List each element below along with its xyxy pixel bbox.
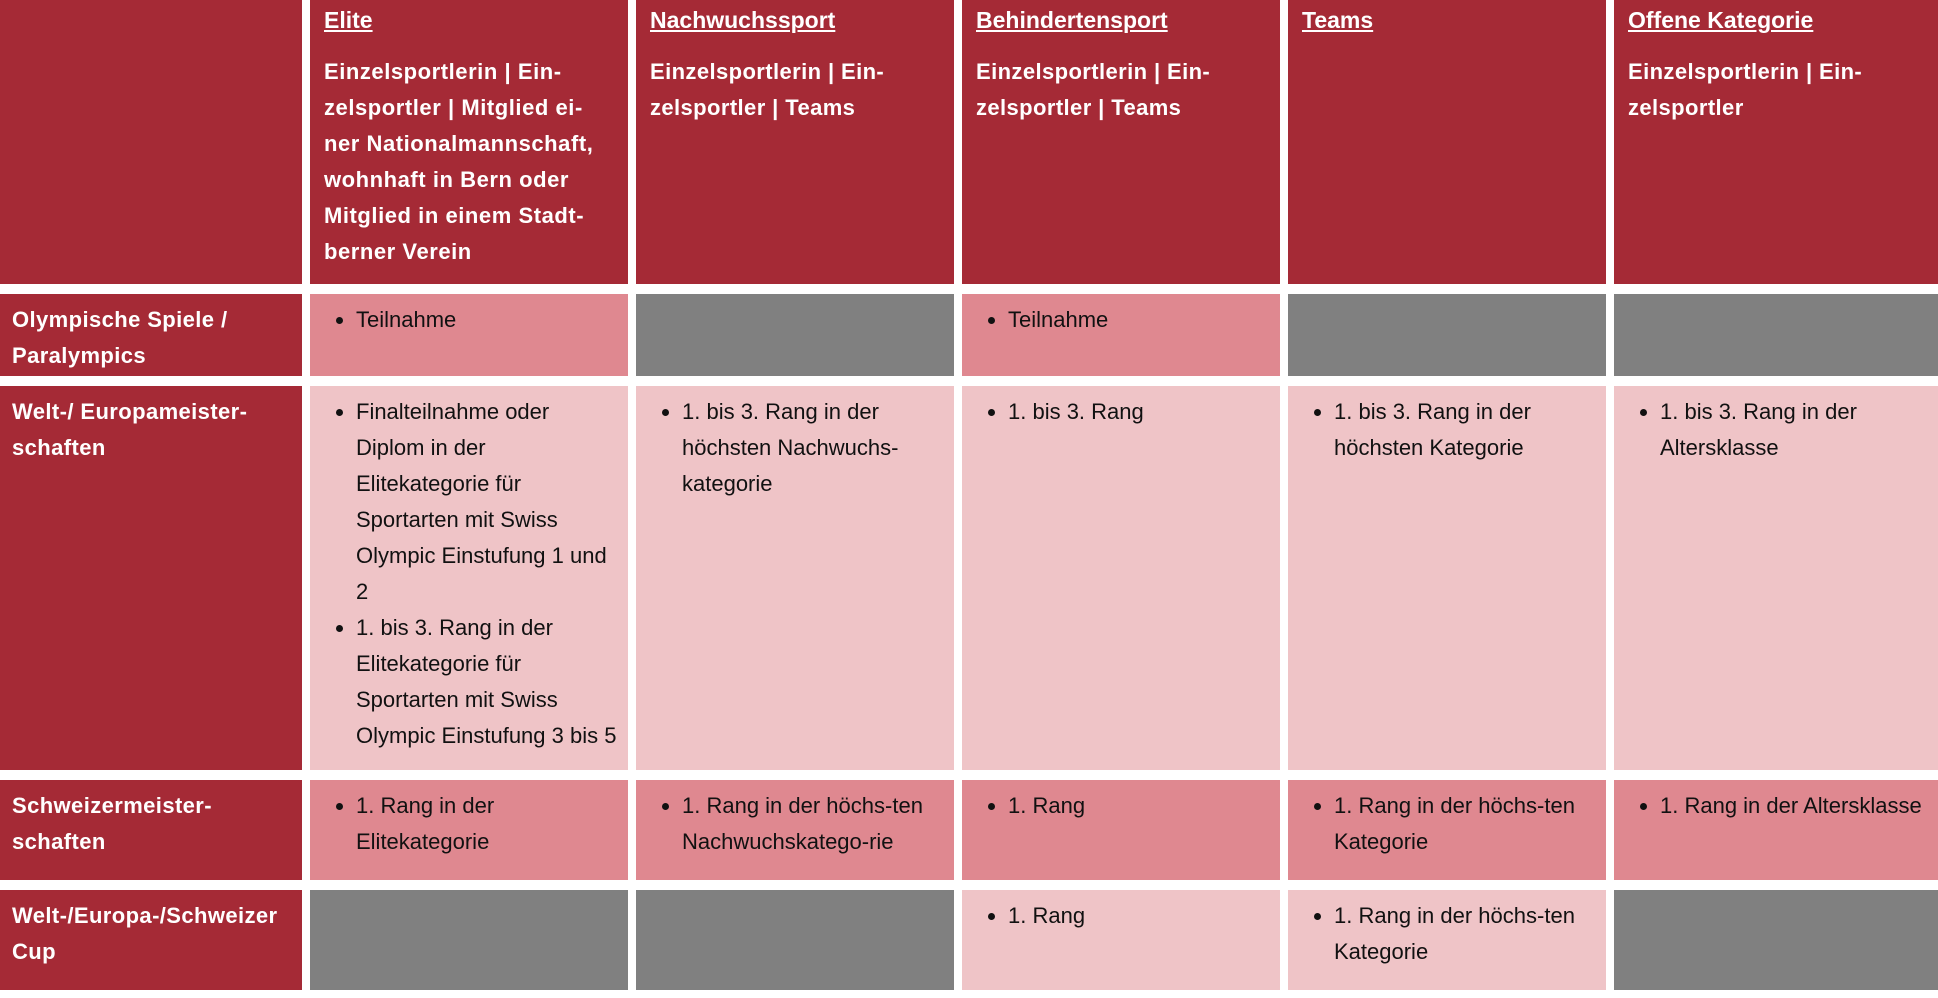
header-subtitle-offene-kategorie: Einzelsportlerin | Ein-zelsportler: [1628, 59, 1863, 120]
cell-cup-behindertensport: [962, 890, 1280, 990]
header-elite: [310, 0, 628, 284]
cell-sm-behindertensport: [962, 780, 1280, 880]
criteria-item: • 1. Rang in der höchs-ten Nachwuchskatego-rie: [682, 788, 944, 860]
cell-cup-elite: [310, 890, 628, 990]
criteria-item: • 1. Rang in der höchs-ten Kategorie: [1334, 898, 1596, 970]
cell-cup-teams: [1288, 890, 1606, 990]
cell-cup-nachwuchs: [636, 890, 954, 990]
cell-sm-elite: [310, 780, 628, 880]
cell-olympics-elite: [310, 294, 628, 376]
cell-wm-offene: [1614, 386, 1938, 770]
cell-wm-nachwuchs: [636, 386, 954, 770]
criteria-item: • 1. Rang in der höchs-ten Kategorie: [1334, 788, 1596, 860]
header-title-offene-kategorie: Offene Kategorie: [1628, 7, 1814, 33]
criteria-item: • 1. bis 3. Rang in der höchsten Nachwuchs-kategorie: [682, 394, 944, 502]
cell-wm-behindertensport: [962, 386, 1280, 770]
criteria-item: • 1. Rang in der Altersklasse: [1660, 788, 1928, 824]
cell-cup-offene: [1614, 890, 1938, 990]
criteria-item: • Teilnahme: [1008, 302, 1270, 338]
criteria-item: • 1. Rang: [1008, 788, 1270, 824]
cell-wm-teams: [1288, 386, 1606, 770]
criteria-item: • 1. Rang: [1008, 898, 1270, 934]
cell-olympics-behindertensport: [962, 294, 1280, 376]
cell-olympics-offene: [1614, 294, 1938, 376]
cell-wm-elite: [310, 386, 628, 770]
header-subtitle-nachwuchssport: Einzelsportlerin | Ein-zelsportler | Teams: [650, 59, 885, 120]
row-label-cup: Welt-/Europa-/Schweizer Cup: [0, 890, 302, 990]
header-title-behindertensport: Behindertensport: [976, 7, 1168, 33]
header-title-teams: Teams: [1302, 7, 1374, 33]
cell-sm-offene: [1614, 780, 1938, 880]
cell-olympics-nachwuchs: [636, 294, 954, 376]
row-label-world-euro-championships: Welt-/ Europameister-schaften: [0, 386, 302, 770]
header-offene-kategorie: [1614, 0, 1938, 284]
criteria-item: • Finalteilnahme oder Diplom in der Elitekategorie für Sportarten mit Swiss Olympic Einstufung 1 und 2: [356, 394, 618, 610]
criteria-item: • 1. bis 3. Rang in der Altersklasse: [1660, 394, 1928, 466]
cell-sm-nachwuchs: [636, 780, 954, 880]
row-label-swiss-championships: Schweizermeister-schaften: [0, 780, 302, 880]
header-behindertensport: [962, 0, 1280, 284]
criteria-item: • 1. Rang in der Elitekategorie: [356, 788, 618, 860]
criteria-item: • 1. bis 3. Rang in der Elitekategorie für Sportarten mit Swiss Olympic Einstufung 3 bis 5: [356, 610, 618, 754]
header-title-nachwuchssport: Nachwuchssport: [650, 7, 836, 33]
header-subtitle-behindertensport: Einzelsportlerin | Ein-zelsportler | Teams: [976, 59, 1211, 120]
corner-header: [0, 0, 302, 284]
criteria-item: • Teilnahme: [356, 302, 618, 338]
cell-olympics-teams: [1288, 294, 1606, 376]
criteria-item: • 1. bis 3. Rang in der höchsten Kategorie: [1334, 394, 1596, 466]
cell-sm-teams: [1288, 780, 1606, 880]
header-subtitle-elite: Einzelsportlerin | Ein-zelsportler | Mitglied ei-ner Nationalmannschaft, wohnhaft in Bern oder Mitglied in einem Stadt-berner Verein: [324, 59, 594, 264]
row-label-olympics: Olympische Spiele / Paralympics: [0, 294, 302, 376]
header-teams: [1288, 0, 1606, 284]
header-nachwuchssport: [636, 0, 954, 284]
header-title-elite: Elite: [324, 7, 373, 33]
criteria-item: • 1. bis 3. Rang: [1008, 394, 1270, 430]
